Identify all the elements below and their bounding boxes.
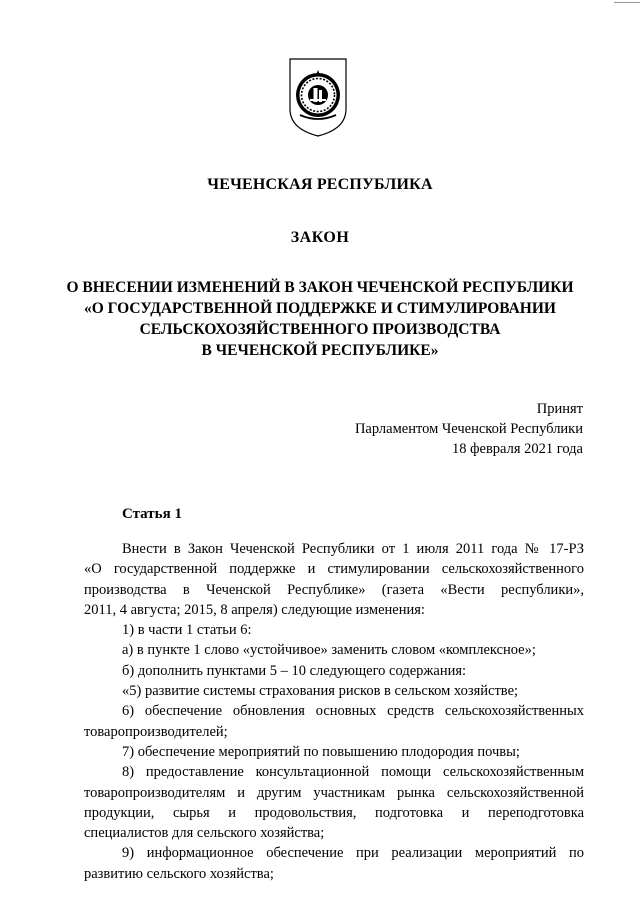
law-title-line: О ВНЕСЕНИИ ИЗМЕНЕНИЙ В ЗАКОН ЧЕЧЕНСКОЙ РЕСПУБЛИКИ — [66, 279, 574, 296]
law-title-line: «О ГОСУДАРСТВЕННОЙ ПОДДЕРЖКЕ И СТИМУЛИРОВАНИИ — [84, 300, 556, 317]
body-line: 2011, 4 августа; 2015, 8 апреля) следующие изменения: — [84, 601, 425, 618]
body-line: 9) информационное обеспечение при реализации мероприятий по — [122, 845, 584, 862]
adoption-date: 18 февраля 2021 года — [451, 441, 583, 457]
body-line: 1) в части 1 статьи 6: — [122, 622, 252, 639]
body-line: специалистов для сельского хозяйства; — [84, 825, 325, 842]
body-line: «5) развитие системы страхования рисков в сельском хозяйстве; — [122, 683, 519, 700]
scan-edge-mark — [614, 2, 640, 3]
body-line: продукции, сырья и продовольствия, подготовка и переподготовка — [84, 804, 584, 821]
republic-name: ЧЕЧЕНСКАЯ РЕСПУБЛИКА — [207, 176, 433, 193]
adoption-status: Принят — [536, 401, 583, 417]
adoption-body: Парламентом Чеченской Республики — [354, 421, 583, 437]
law-title-line: СЕЛЬСКОХОЗЯЙСТВЕННОГО ПРОИЗВОДСТВА — [139, 321, 501, 338]
body-line: развитию сельского хозяйства; — [84, 865, 274, 882]
body-line: «О государственной поддержке и стимулировании сельскохозяйственного — [84, 561, 584, 578]
body-line: 6) обеспечение обновления основных средств сельскохозяйственных — [122, 703, 584, 720]
body-line: б) дополнить пунктами 5 – 10 следующего содержания: — [122, 662, 467, 679]
body-line: 8) предоставление консультационной помощи сельскохозяйственным — [122, 764, 584, 781]
adoption-block — [355, 399, 583, 459]
law-title-line: В ЧЕЧЕНСКОЙ РЕСПУБЛИКЕ» — [201, 342, 439, 359]
document-type: ЗАКОН — [290, 229, 350, 246]
article-body — [84, 539, 584, 884]
body-line: 7) обеспечение мероприятий по повышению плодородия почвы; — [122, 743, 520, 760]
body-line: товаропроизводителям и другим участникам рынка сельскохозяйственной — [84, 784, 584, 801]
body-line: производства в Чеченской Республике» (газета «Вести республики», — [84, 581, 584, 598]
law-title — [60, 277, 580, 361]
body-line: товаропроизводителей; — [84, 723, 228, 740]
body-line: а) в пункте 1 слово «устойчивое» заменить словом «комплексное»; — [122, 642, 536, 659]
body-line: Внести в Закон Чеченской Республики от 1 июля 2011 года № 17-РЗ — [122, 541, 584, 557]
coat-of-arms-emblem-icon — [285, 55, 351, 139]
article-heading: Статья 1 — [122, 506, 182, 522]
